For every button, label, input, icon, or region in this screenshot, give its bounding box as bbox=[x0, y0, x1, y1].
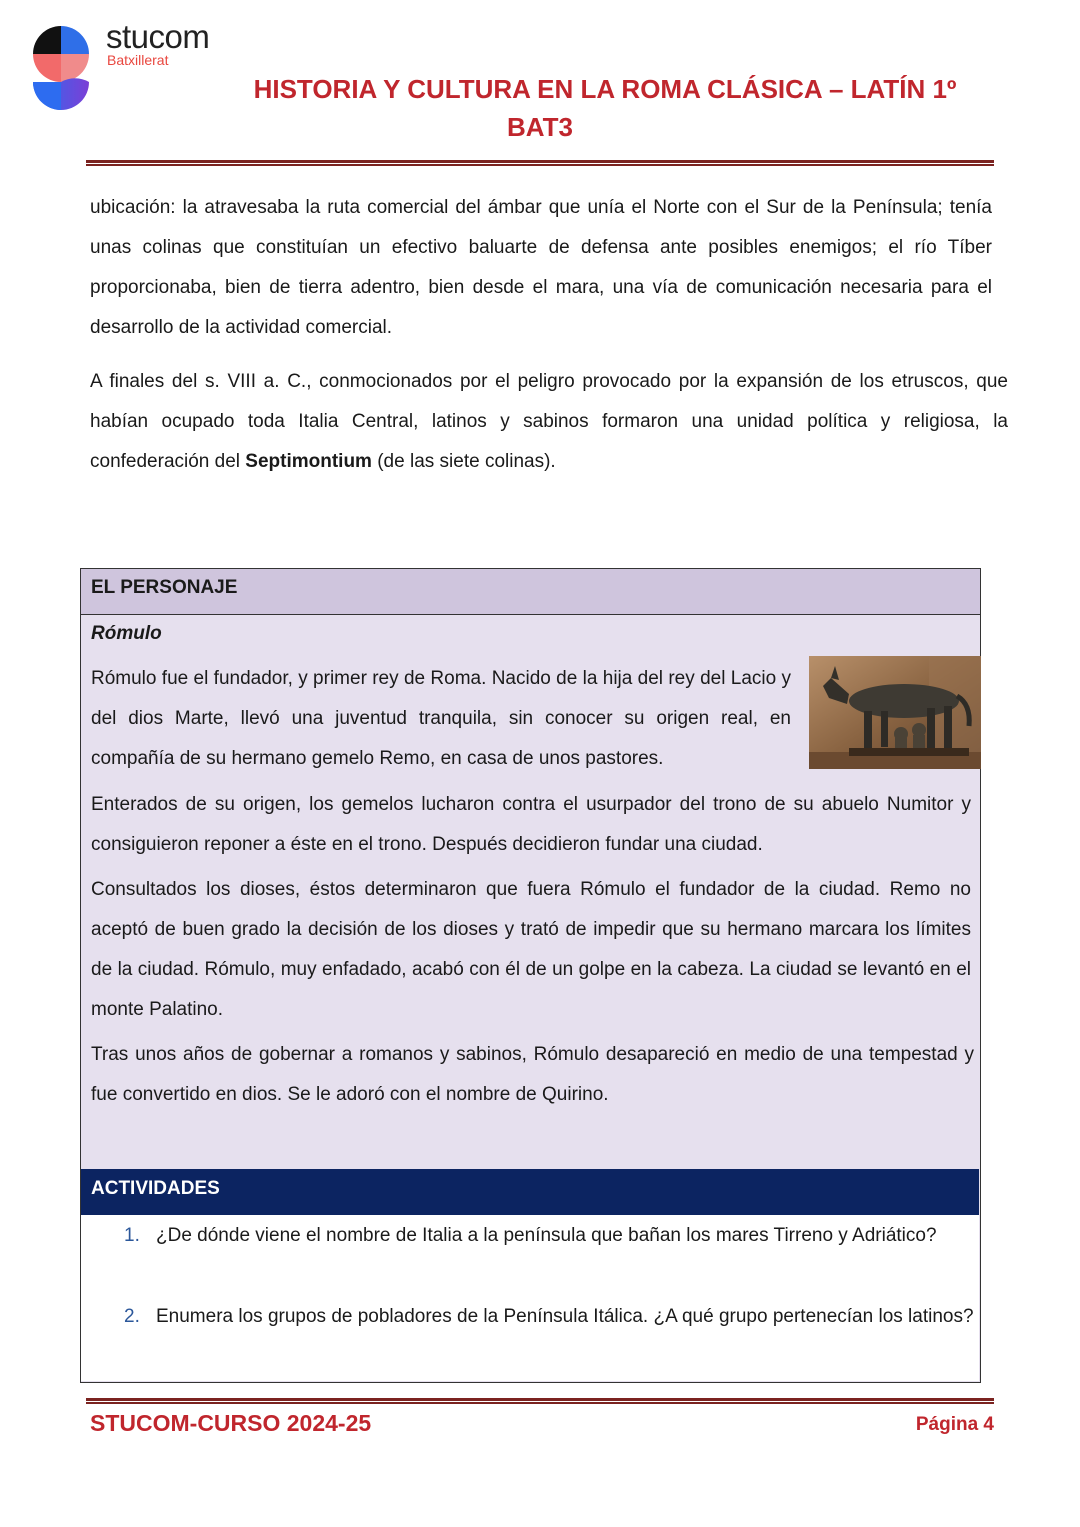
intro-paragraph-2 bbox=[90, 362, 1008, 482]
personaje-paragraph-3: Consultados los dioses, éstos determinaron que fuera Rómulo el fundador de la ciudad. Remo no aceptó de buen grado la decisión de los dioses y trató de impedir que su hermano marcara los límites de la ciudad. Rómulo, muy enfadado, acabó con él de un golpe en la cabeza. La ciudad se levantó en el monte Palatino. bbox=[91, 879, 971, 1020]
personaje-box bbox=[80, 568, 981, 1383]
footer-divider bbox=[86, 1398, 994, 1404]
personaje-paragraph-4: Tras unos años de gobernar a romanos y sabinos, Rómulo desapareció en medio de una tempestad y fue convertido en dios. Se le adoró con el nombre de Quirino. bbox=[91, 1044, 974, 1105]
header-divider bbox=[86, 160, 994, 166]
activity-number: 2. bbox=[124, 1306, 140, 1327]
capitoline-wolf-image bbox=[809, 656, 981, 769]
personaje-name: Rómulo bbox=[91, 623, 162, 644]
intro-p2-text-end: (de las siete colinas). bbox=[371, 451, 556, 472]
brand-subtitle: Batxillerat bbox=[107, 52, 169, 68]
footer-page-number: Página 4 bbox=[915, 1414, 994, 1435]
document-title-line1: HISTORIA Y CULTURA EN LA ROMA CLÁSICA – LATÍN 1º bbox=[253, 74, 957, 104]
activity-item bbox=[124, 1216, 975, 1256]
activity-number: 1. bbox=[124, 1225, 140, 1246]
footer-course: STUCOM-CURSO 2024-25 bbox=[90, 1410, 372, 1436]
document-title bbox=[0, 70, 1080, 146]
septimontium-term: Septimontium bbox=[245, 451, 372, 472]
intro-paragraph-1: ubicación: la atravesaba la ruta comercial del ámbar que unía el Norte con el Sur de la Península; tenía unas colinas que constituían un efectivo baluarte de defensa ante posibles enemigos; el río Tíber proporcionaba, bien de tierra adentro, bien desde el mara, una vía de comunicación necesaria para el desarrollo de la actividad comercial. bbox=[90, 197, 992, 338]
actividades-heading: ACTIVIDADES bbox=[81, 1169, 979, 1215]
personaje-paragraph-1: Rómulo fue el fundador, y primer rey de Roma. Nacido de la hija del rey del Lacio y del dios Marte, llevó una juventud tranquila, sin conocer su origen real, en compañía de su hermano gemelo Remo, en casa de unos pastores. bbox=[91, 668, 791, 769]
activity-text: ¿De dónde viene el nombre de Italia a la península que bañan los mares Tirreno y Adriático? bbox=[156, 1225, 937, 1246]
brand-name: stucom bbox=[106, 18, 210, 55]
actividades-body bbox=[81, 1215, 979, 1381]
activity-text: Enumera los grupos de pobladores de la Península Itálica. ¿A qué grupo pertenecían los latinos? bbox=[156, 1306, 974, 1327]
personaje-heading: EL PERSONAJE bbox=[81, 569, 980, 615]
intro-p2-text-start: A finales del s. VIII a. C., conmocionados por el peligro provocado por la expansión de los etruscos, que habían ocupado toda Italia Central, latinos y sabinos formaron una unidad política y religiosa, la confederación del bbox=[90, 371, 1008, 472]
activity-item bbox=[124, 1297, 975, 1337]
personaje-paragraph-2: Enterados de su origen, los gemelos lucharon contra el usurpador del trono de su abuelo Numitor y consiguieron reponer a éste en el trono. Después decidieron fundar una ciudad. bbox=[91, 794, 971, 855]
document-title-line2: BAT3 bbox=[507, 112, 573, 142]
